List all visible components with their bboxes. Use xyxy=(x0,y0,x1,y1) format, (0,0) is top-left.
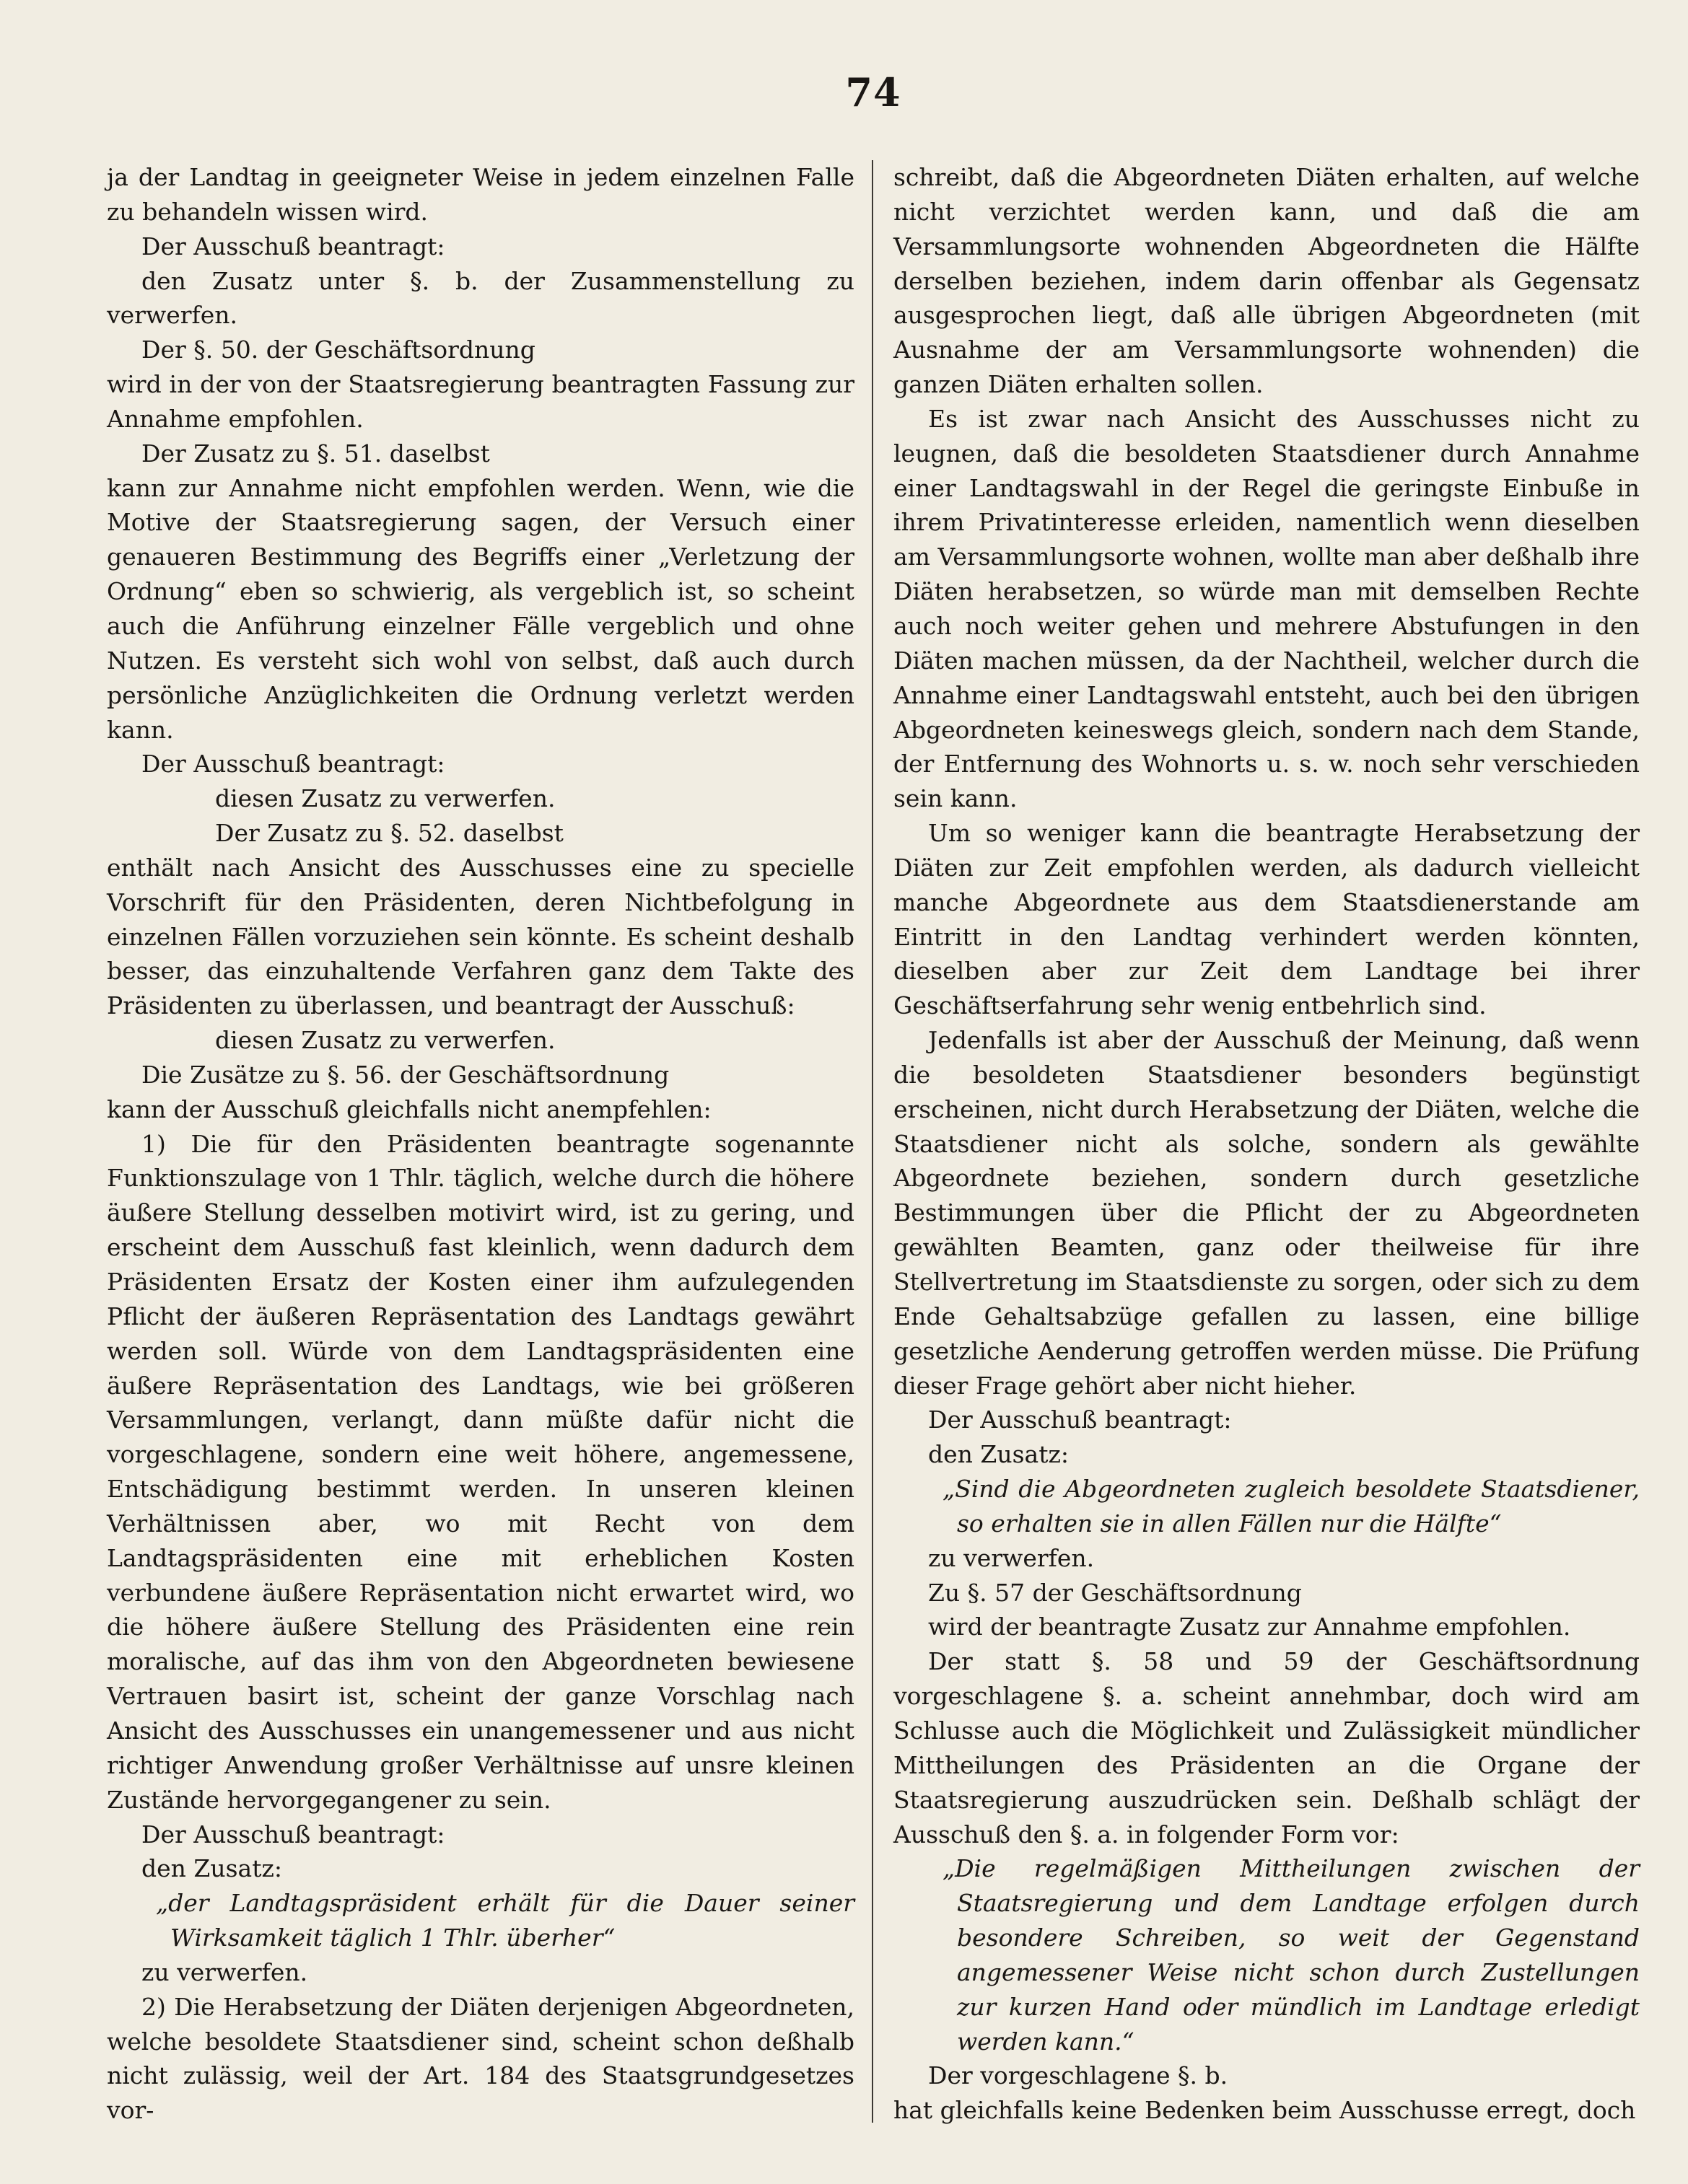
paragraph: den Zusatz: xyxy=(141,1854,282,1883)
paragraph: enthält nach Ansicht des Ausschusses eine zu specielle Vorschrift für den Präsidenten, deren Nichtbefolgung in einzelnen Fällen vorzuziehen sein könnte. Es scheint deshalb besser, das einzuhaltende Verfahren ganz dem Takte des Präsidenten zu überlassen, und beantragt der Ausschuß: xyxy=(107,853,854,1020)
paragraph: zu verwerfen. xyxy=(141,1957,308,1986)
paragraph: Der Ausschuß beantragt: xyxy=(928,1405,1232,1434)
paragraph: Der §. 50. der Geschäftsordnung xyxy=(141,336,535,364)
paragraph: 2) Die Herabsetzung der Diäten derjenigen Abgeordneten, welche besoldete Staatsdiener sind, scheint schon deßhalb nicht zulässig, weil der Art. 184 des Staatsgrundgesetzes vor- xyxy=(107,1992,854,2125)
paragraph: Es ist zwar nach Ansicht des Ausschusses nicht zu leugnen, daß die besoldeten Staatsdiener durch Annahme einer Landtagswahl in der Regel die geringste Einbuße in ihrem Privatinteresse erleiden, namentlich wenn dieselben am Versammlungsorte wohnen, wollte man aber deßhalb ihre Diäten herabsetzen, so würde man mit demselben Rechte auch noch weiter gehen und mehrere Abstufungen in den Diäten machen müssen, da der Nachtheil, welcher durch die Annahme einer Landtagswahl entsteht, auch bei den übrigen Abgeordneten keineswegs gleich, sondern nach dem Stande, der Entfernung des Wohnorts u. s. w. noch sehr verschieden sein kann. xyxy=(893,404,1640,813)
paragraph: diesen Zusatz zu verwerfen. xyxy=(215,1026,556,1055)
right-column xyxy=(893,160,1640,2141)
paragraph: „der Landtagspräsident erhält für die Dauer seiner Wirksamkeit täglich 1 Thlr. überher“ xyxy=(156,1889,854,1952)
paragraph: kann zur Annahme nicht empfohlen werden. Wenn, wie die Motive der Staatsregierung sagen, der Versuch einer genaueren Bestimmung des Begriffs einer „Verletzung der Ordnung“ eben so schwierig, als vergeblich ist, so scheint auch die Anführung einzelner Fälle vergeblich und ohne Nutzen. Es versteht sich wohl von selbst, daß auch durch persönliche Anzüglichkeiten die Ordnung verletzt werden kann. xyxy=(107,473,854,744)
paragraph: „Die regelmäßigen Mittheilungen zwischen der Staatsregierung und dem Landtage erfolgen durch besondere Schreiben, so weit der Gegenstand angemessener Weise nicht schon durch Zustellungen zur kurzen Hand oder mündlich im Landtage erledigt werden kann.“ xyxy=(943,1854,1640,2056)
paragraph: hat gleichfalls keine Bedenken beim Ausschusse erregt, doch xyxy=(893,2096,1636,2125)
paragraph: Der Ausschuß beantragt: xyxy=(141,232,445,260)
left-column xyxy=(107,160,854,2141)
paragraph: Der vorgeschlagene §. b. xyxy=(928,2061,1228,2090)
paragraph: Der Ausschuß beantragt: xyxy=(141,750,445,779)
paragraph: Der statt §. 58 und 59 der Geschäftsordnung vorgeschlagene §. a. scheint annehmbar, doch wird am Schlusse auch die Möglichkeit und Zulässigkeit mündlicher Mittheilungen des Präsidenten an die Organe der Staatsregierung auszudrücken sein. Deßhalb schlägt der Ausschuß den §. a. in folgender Form vor: xyxy=(893,1647,1640,1848)
paragraph: ja der Landtag in geeigneter Weise in jedem einzelnen Falle zu behandeln wissen wird. xyxy=(107,163,854,226)
paragraph: zu verwerfen. xyxy=(928,1543,1095,1572)
paragraph: den Zusatz: xyxy=(928,1440,1069,1469)
paragraph: Die Zusätze zu §. 56. der Geschäftsordnung xyxy=(141,1060,670,1089)
paragraph: Der Zusatz zu §. 52. daselbst xyxy=(215,819,564,848)
paragraph: den Zusatz unter §. b. der Zusammenstellung zu verwerfen. xyxy=(107,266,854,330)
paragraph: Zu §. 57 der Geschäftsordnung xyxy=(928,1578,1302,1607)
paragraph: Der Ausschuß beantragt: xyxy=(141,1820,445,1848)
paragraph: diesen Zusatz zu verwerfen. xyxy=(215,784,556,813)
paragraph: wird in der von der Staatsregierung beantragten Fassung zur Annahme empfohlen. xyxy=(107,370,854,433)
paragraph: „Sind die Abgeordneten zugleich besoldete Staatsdiener, so erhalten sie in allen Fällen nur die Hälfte“ xyxy=(943,1475,1640,1538)
paragraph: Um so weniger kann die beantragte Herabsetzung der Diäten zur Zeit empfohlen werden, als dadurch vielleicht manche Abgeordnete aus dem Staatsdienerstande am Eintritt in den Landtag verhindert werden könnten, dieselben aber zur Zeit dem Landtage bei ihrer Geschäftserfahrung sehr wenig entbehrlich sind. xyxy=(893,819,1640,1020)
paragraph: 1) Die für den Präsidenten beantragte sogenannte Funktionszulage von 1 Thlr. täglich, welche durch die höhere äußere Stellung desselben motivirt wird, ist zu gering, und erscheint dem Ausschuß fast kleinlich, wenn dadurch dem Präsidenten Ersatz der Kosten einer ihm aufzulegenden Pflicht der äußeren Repräsentation des Landtags gewährt werden soll. Würde von dem Landtagspräsidenten eine äußere Repräsentation des Landtags, wie bei größeren Versammlungen, verlangt, dann müßte dafür nicht die vorgeschlagene, sondern eine weit höhere, angemessene, Entschädigung bestimmt werden. In unseren kleinen Verhältnissen aber, wo mit Recht von dem Landtagspräsidenten eine mit erheblichen Kosten verbundene äußere Repräsentation nicht erwartet wird, wo die höhere äußere Stellung des Präsidenten eine rein moralische, auf das ihm von den Abgeordneten bewiesene Vertrauen basirt ist, scheint der ganze Vorschlag nach Ansicht des Ausschusses ein unangemessener und aus nicht richtiger Anwendung großer Verhältnisse auf unsre kleinen Zustände hervorgegangener zu sein. xyxy=(107,1129,854,1814)
paragraph: kann der Ausschuß gleichfalls nicht anempfehlen: xyxy=(107,1095,712,1123)
paragraph: schreibt, daß die Abgeordneten Diäten erhalten, auf welche nicht verzichtet werden kann, und daß die am Versammlungsorte wohnenden Abgeordneten die Hälfte derselben beziehen, indem darin offenbar als Gegensatz ausgesprochen liegt, daß alle übrigen Abgeordneten (mit Ausnahme der am Versammlungsorte wohnenden) die ganzen Diäten erhalten sollen. xyxy=(893,163,1640,399)
page-number: 74 xyxy=(845,69,901,115)
paragraph: wird der beantragte Zusatz zur Annahme empfohlen. xyxy=(928,1613,1571,1641)
paragraph: Der Zusatz zu §. 51. daselbst xyxy=(141,439,490,468)
paragraph: Jedenfalls ist aber der Ausschuß der Meinung, daß wenn die besoldeten Staatsdiener besonders begünstigt erscheinen, nicht durch Herabsetzung der Diäten, welche die Staatsdiener nicht als solche, sondern als gewählte Abgeordnete beziehen, sondern durch gesetzliche Bestimmungen über die Pflicht der zu Abgeordneten gewählten Beamten, ganz oder theilweise für ihre Stellvertretung im Staatsdienste zu sorgen, oder sich zu dem Ende Gehaltsabzüge gefallen zu lassen, eine billige gesetzliche Aenderung getroffen werden müsse. Die Prüfung dieser Frage gehört aber nicht hieher. xyxy=(893,1026,1640,1400)
column-divider xyxy=(872,160,873,2123)
